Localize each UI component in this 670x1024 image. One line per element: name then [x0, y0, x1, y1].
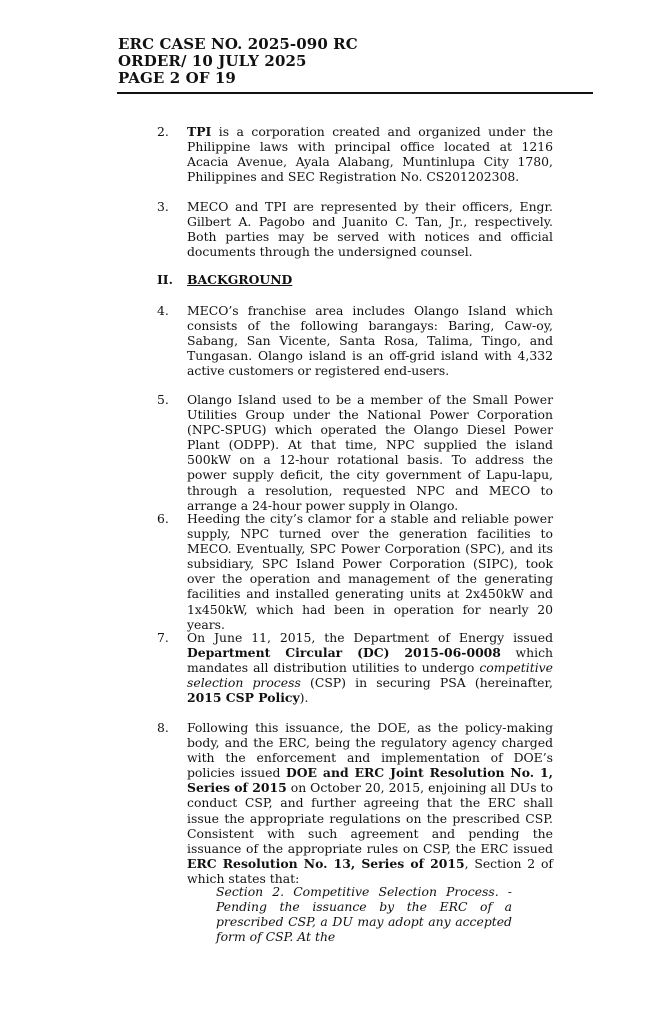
- paragraph-body: MECO and TPI are represented by their officers, Engr. Gilbert A. Pagobo and Juanito C. Tan, Jr., respectively. Both parties may be served with notices and official documents through the undersigned counsel.: [187, 199, 553, 260]
- paragraph-number: 7.: [157, 630, 169, 645]
- paragraph-text: [187, 630, 553, 705]
- paragraph-4: [157, 303, 553, 378]
- paragraph-number: 8.: [157, 720, 169, 735]
- paragraph-number: 3.: [157, 199, 169, 214]
- paragraph-body: MECO’s franchise area includes Olango Island which consists of the following barangays: Baring, Caw-oy, Sabang, San Vicente, Santa Rosa, Talima, Tingo, and Tungasan. Olango island is an off-grid island with 4,332 active customers or registered end-users.: [187, 303, 553, 379]
- section-heading: [157, 272, 553, 287]
- paragraph-number: 5.: [157, 392, 169, 407]
- page-number: PAGE 2 OF 19: [118, 69, 236, 87]
- block-quote: [216, 884, 512, 944]
- header-rule: [117, 92, 593, 94]
- bold-term: Department Circular (DC) 2015-06-0008: [187, 645, 501, 661]
- bold-term: 2015 CSP Policy: [187, 690, 300, 706]
- paragraph-7: [157, 630, 553, 705]
- paragraph-body: Heeding the city’s clamor for a stable and reliable power supply, NPC turned over the generation facilities to MECO. Eventually, SPC Power Corporation (SPC), and its subsidiary, SPC Island Power Corporation (SIPC), took over the operation and management of the generating facilities and installed generating units at 2x450kW and 1x450kW, which had been in operation for nearly 20 years.: [187, 511, 553, 632]
- paragraph-number: 6.: [157, 511, 169, 526]
- bold-term: ERC Resolution No. 13, Series of 2015: [187, 855, 465, 871]
- section-number: II.: [157, 272, 173, 287]
- text-run: On June 11, 2015, the Department of Energy issued: [187, 630, 553, 645]
- paragraph-2: [157, 124, 553, 184]
- text-run: (CSP) in securing PSA (hereinafter,: [300, 675, 553, 691]
- document-header: [118, 36, 598, 87]
- paragraph-3: [157, 199, 553, 259]
- section-title: BACKGROUND: [187, 272, 293, 287]
- paragraph-number: 2.: [157, 124, 169, 139]
- paragraph-8: [157, 720, 553, 886]
- order-date: ORDER/ 10 JULY 2025: [118, 52, 307, 70]
- text-run: which mandates all distribution utilities to undergo: [187, 645, 553, 676]
- bold-term: DOE and ERC Joint Resolution No. 1, Series of 2015: [187, 765, 553, 796]
- italic-term: competitive selection process: [187, 660, 553, 691]
- text-run: on October 20, 2015, enjoining all DUs to conduct CSP, and further agreeing that the ERC shall issue the appropriate regulations on the prescribed CSP. Consistent with such agreement and pending the issuance of the appropriate rules on CSP, the ERC issued: [187, 780, 553, 856]
- text-run: , Section 2 of which states that:: [187, 855, 553, 886]
- paragraph-text: [187, 720, 553, 886]
- case-number: ERC CASE NO. 2025-090 RC: [118, 35, 358, 53]
- text-run: Following this issuance, the DOE, as the policy-making body, and the ERC, being the regulatory agency charged with the enforcement and implementation of DOE’s policies issued: [187, 720, 553, 781]
- paragraph-body: Olango Island used to be a member of the Small Power Utilities Group under the National Power Corporation (NPC-SPUG) which operated the Olango Diesel Power Plant (ODPP). At that time, NPC supplied the island 500kW on a 12-hour rotational basis. To address the power supply deficit, the city government of Lapu-lapu, through a resolution, requested NPC and MECO to arrange a 24-hour power supply in Olango.: [187, 392, 553, 513]
- paragraph-6: [157, 511, 553, 632]
- bold-term: TPI: [187, 124, 212, 139]
- text-run: ).: [299, 690, 309, 706]
- paragraph-5: [157, 392, 553, 513]
- paragraph-body: is a corporation created and organized under the Philippine laws with principal office located at 1216 Acacia Avenue, Ayala Alabang, Muntinlupa City 1780, Philippines and SEC Registration No. CS201202308.: [187, 124, 553, 185]
- paragraph-text: [187, 124, 553, 184]
- quote-text: Section 2. Competitive Selection Process. - Pending the issuance by the ERC of a prescribed CSP, a DU may adopt any accepted form of CSP. At the: [216, 884, 512, 945]
- paragraph-number: 4.: [157, 303, 169, 318]
